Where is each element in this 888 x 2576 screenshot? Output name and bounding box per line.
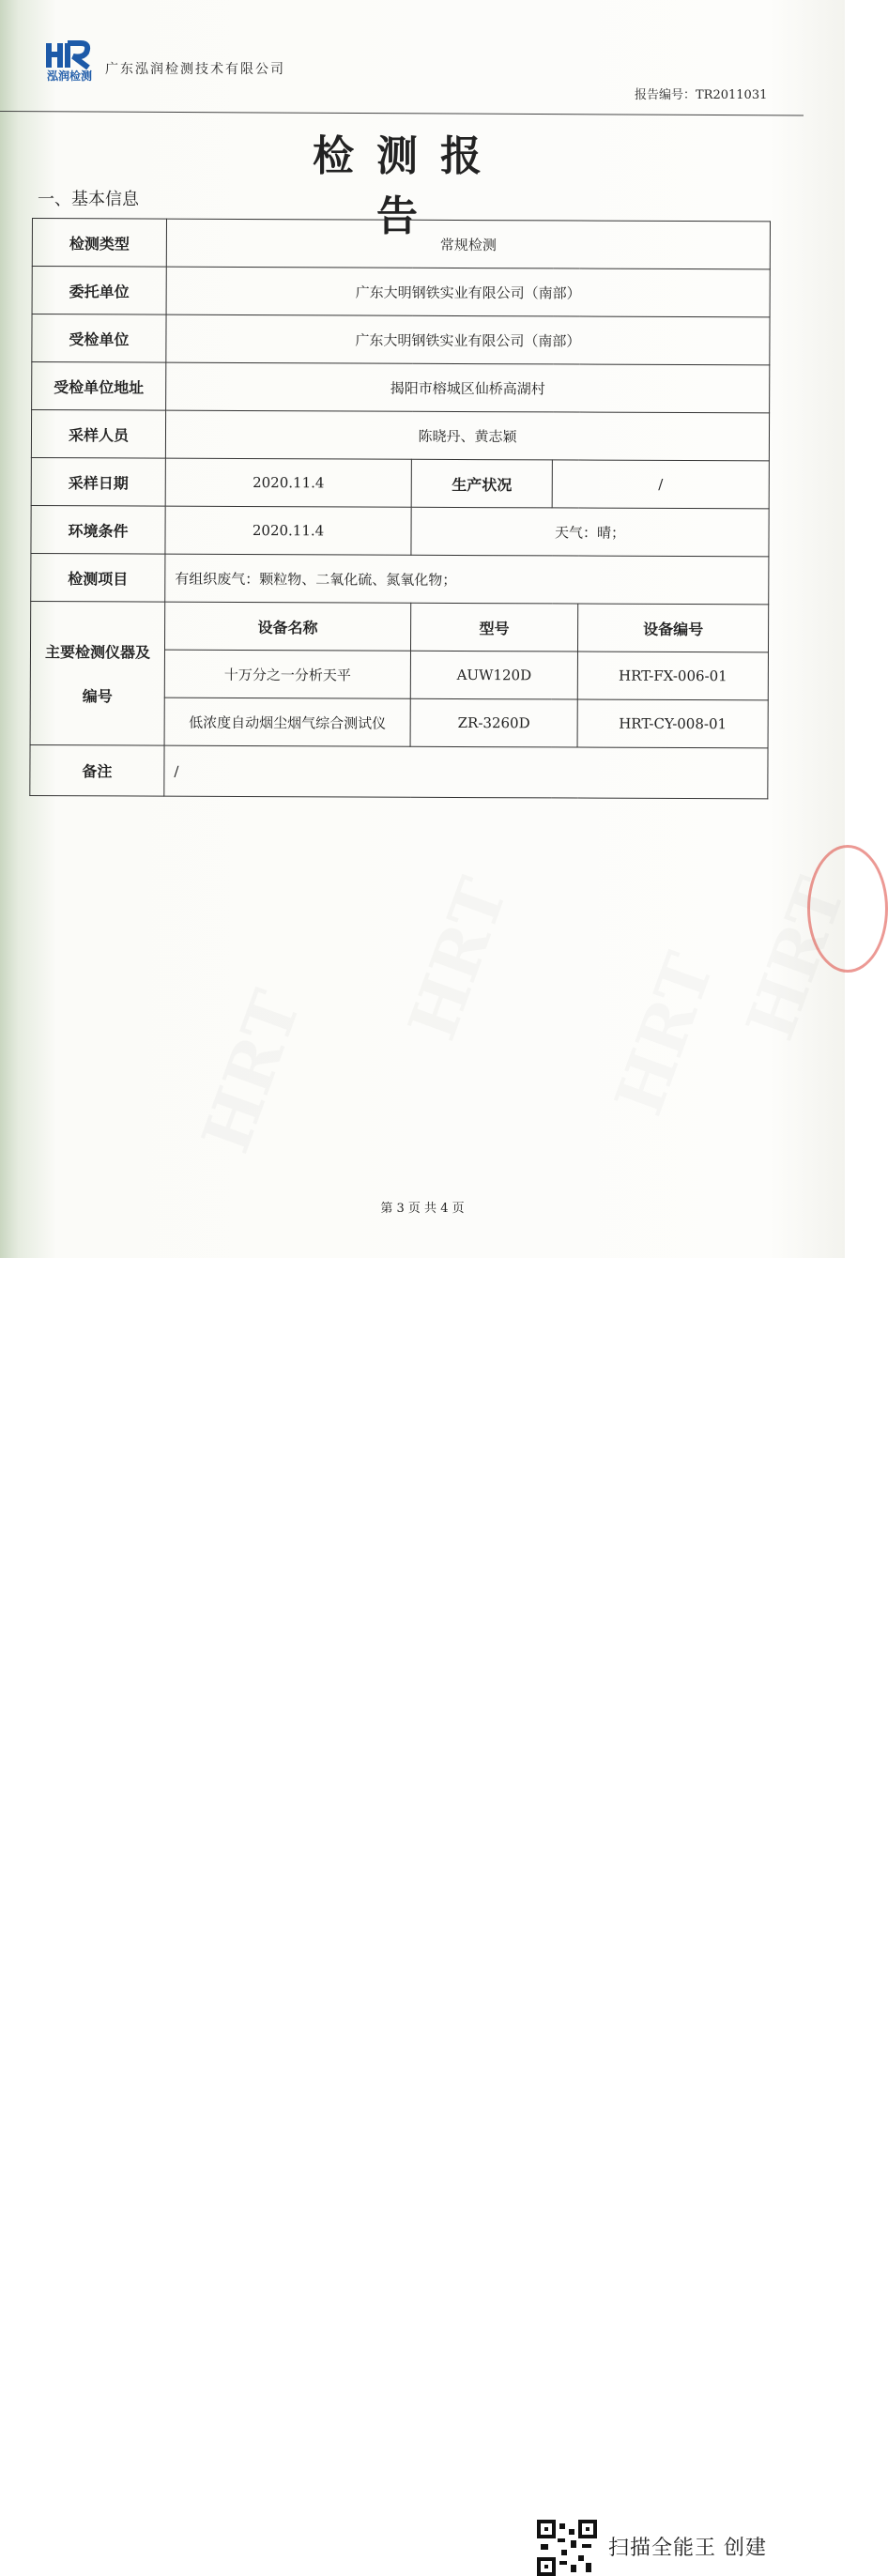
table-row bbox=[31, 457, 769, 508]
env-value: 2020.11.4 bbox=[165, 506, 411, 555]
instrument-name: 低浓度自动烟尘烟气综合测试仪 bbox=[164, 698, 410, 746]
report-number: 报告编号：TR2011031 bbox=[635, 88, 768, 102]
remark-value: / bbox=[164, 745, 768, 799]
logo-text: 泓润检测 bbox=[46, 69, 92, 83]
watermark: HRT bbox=[599, 943, 729, 1125]
scanner-credit: 扫描全能王 创建 bbox=[608, 2537, 767, 2560]
watermark: HRT bbox=[730, 868, 861, 1050]
scanner-bar bbox=[0, 1258, 845, 2560]
instrument-code: HRT-FX-006-01 bbox=[577, 652, 768, 700]
instrument-label-line1: 主要检测仪器及 bbox=[44, 643, 151, 662]
sampler-label: 采样人员 bbox=[31, 410, 165, 459]
instrument-code: HRT-CY-008-01 bbox=[577, 699, 768, 748]
watermark: HRT bbox=[392, 868, 523, 1050]
instrument-header-model: 型号 bbox=[410, 603, 577, 652]
instrument-header-code: 设备编号 bbox=[577, 604, 768, 652]
date-label: 采样日期 bbox=[31, 457, 165, 506]
table-row bbox=[31, 505, 769, 556]
section-title: 一、基本信息 bbox=[38, 190, 139, 209]
table-row bbox=[31, 410, 769, 461]
instrument-model: AUW120D bbox=[410, 651, 577, 699]
remark-label: 备注 bbox=[30, 744, 164, 796]
table-row bbox=[32, 314, 770, 365]
instrument-model: ZR-3260D bbox=[410, 698, 577, 747]
report-title: 检测报告 bbox=[313, 132, 504, 240]
table-row bbox=[32, 219, 770, 269]
type-label: 检测类型 bbox=[32, 219, 166, 268]
client-label: 委托单位 bbox=[32, 267, 166, 315]
watermark: HRT bbox=[186, 981, 316, 1162]
seal-stamp bbox=[807, 845, 888, 973]
address-label: 受检单位地址 bbox=[32, 362, 166, 411]
inspected-value: 广东大明钢铁实业有限公司（南部） bbox=[166, 314, 770, 365]
items-label: 检测项目 bbox=[31, 553, 165, 602]
table-row bbox=[32, 267, 770, 317]
table-row bbox=[30, 744, 768, 798]
production-value: / bbox=[552, 460, 769, 509]
client-value: 广东大明钢铁实业有限公司（南部） bbox=[166, 267, 770, 317]
inspected-label: 受检单位 bbox=[32, 314, 166, 363]
items-value: 有组织废气：颗粒物、二氧化硫、氮氧化物； bbox=[165, 554, 769, 605]
env-label: 环境条件 bbox=[31, 505, 165, 554]
table-row bbox=[30, 601, 768, 652]
sampler-value: 陈晓丹、黄志颖 bbox=[165, 410, 769, 461]
table-row bbox=[32, 362, 770, 413]
address-value: 揭阳市榕城区仙桥高湖村 bbox=[166, 362, 770, 413]
page-footer: 第 3 页 共 4 页 bbox=[380, 1202, 465, 1216]
company-name: 广东泓润检测技术有限公司 bbox=[105, 62, 285, 77]
header-divider bbox=[0, 111, 804, 115]
instrument-name: 十万分之一分析天平 bbox=[164, 650, 410, 698]
date-value: 2020.11.4 bbox=[165, 458, 411, 507]
type-value: 常规检测 bbox=[166, 219, 770, 269]
basic-info-table bbox=[29, 218, 771, 799]
qr-code-icon bbox=[537, 2520, 597, 2576]
report-page bbox=[0, 0, 861, 1258]
production-label: 生产状况 bbox=[411, 459, 552, 508]
table-row bbox=[31, 553, 769, 604]
weather-value: 天气：晴； bbox=[411, 507, 769, 557]
instrument-label-line2: 编号 bbox=[82, 687, 113, 706]
instrument-label bbox=[30, 601, 165, 745]
instrument-header-name: 设备名称 bbox=[164, 602, 410, 651]
